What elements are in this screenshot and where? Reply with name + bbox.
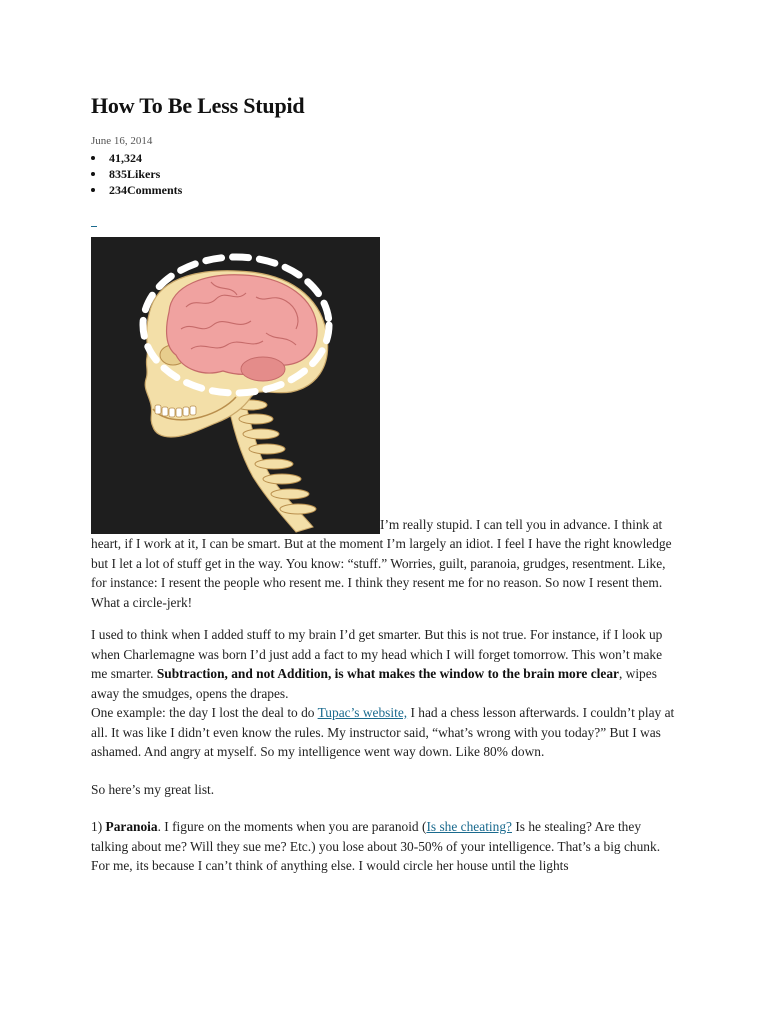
image-anchor-link[interactable]: [91, 220, 97, 227]
comments-label: Comments: [127, 183, 183, 197]
paragraph-example-text-b: I had a chess lesson afterwards. I couldn’t play at all. It was like I didn’t even know the rules. My instructor said, “what’s wrong with you today?” But I was ashamed. And angry at myself. So my intelligence went way down. Like 80% down.: [91, 705, 675, 759]
paragraph-subtraction-text-a: I used to think when I added stuff to my brain I’d get smarter. But this is not true. For instance, if I look up when Charlemagne was born I’d just add a fact to my head which I will forget tomorrow. This won’t make me smarter.: [91, 627, 663, 681]
tupac-website-link[interactable]: Tupac’s website,: [317, 705, 408, 720]
comments-count[interactable]: [91, 182, 681, 198]
likers-count[interactable]: [91, 166, 681, 182]
paragraph-paranoia-text-b: Is he stealing? Are they talking about me? Will they sue me? Etc.) you lose about 30-50% of your intelligence. That’s a big chunk. For me, its because I can’t think of anything else. I would circle her house until the lights: [91, 819, 661, 873]
paragraph-subtraction: [91, 625, 681, 703]
views-count-value: 41,324: [109, 151, 142, 165]
is-she-cheating-link[interactable]: Is she cheating?: [426, 819, 512, 834]
article-title: How To Be Less Stupid: [91, 93, 305, 118]
paragraph-intro: I’m really stupid. I can tell you in advance. I think at heart, if I work at it, I can be smart. But at the moment I’m largely an idiot. I feel I have the right knowledge but I let a lot of stuff get in the way. You know: “stuff.” Worries, guilt, paranoia, grudges, resentment. Like, for instance: I resent the people who resent me. I think they resent me for no reason. So now I resent them. What a circle-jerk!: [91, 516, 672, 610]
likers-count-value: 835: [109, 167, 127, 181]
list-number: 1): [91, 819, 106, 834]
article-figure-row: [91, 237, 681, 612]
article: [91, 92, 681, 876]
comments-count-value: 234: [109, 183, 127, 197]
paragraph-paranoia: [91, 817, 681, 876]
paranoia-heading: Paranoia: [105, 819, 158, 834]
brain-skull-image: [91, 237, 380, 534]
article-stats: [91, 150, 681, 198]
paragraph-subtraction-text-b: , wipes away the smudges, opens the drapes.: [91, 666, 657, 701]
paragraph-list-intro: So here’s my great list.: [91, 781, 215, 797]
likers-label: Likers: [127, 167, 161, 181]
views-count: [91, 150, 681, 166]
article-date: June 16, 2014: [91, 135, 153, 147]
paragraph-example: [91, 703, 681, 762]
paragraph-subtraction-bold: Subtraction, and not Addition, is what makes the window to the brain more clear: [156, 666, 619, 681]
paragraph-paranoia-text-a: . I figure on the moments when you are paranoid (: [157, 819, 427, 834]
paragraph-example-text-a: One example: the day I lost the deal to do: [91, 705, 318, 720]
